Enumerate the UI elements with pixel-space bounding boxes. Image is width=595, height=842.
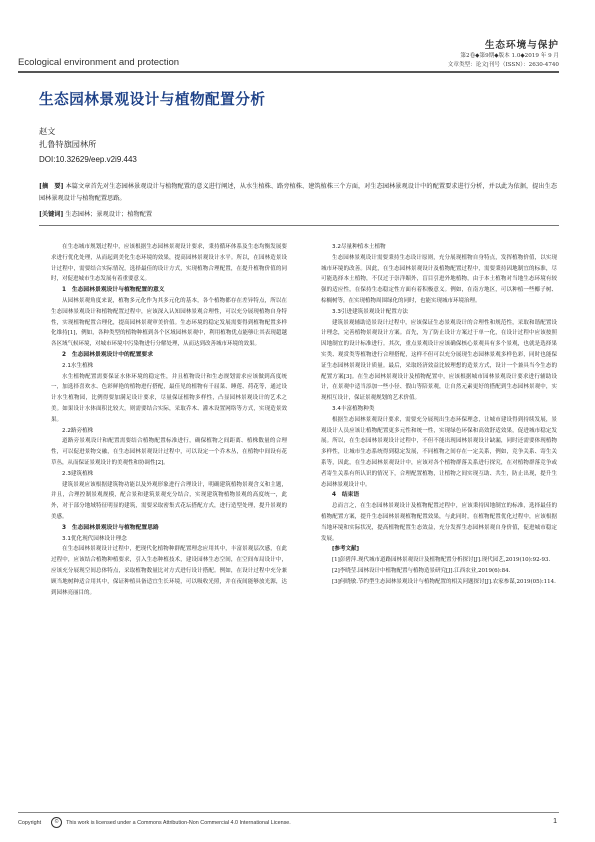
paragraph: 在生态园林景观设计过程中，把现代化植物种群配置理念应用其中，丰富景观层次感，在此过程中，应该结合植物种植要求，引入生态种植技术，建设园林生态空间，在空间布局设计中，应该充分展现空间总体特点，采取植物数量比对方式进行设计搭配。例如，在设计过程中充分兼顾当地树种适合用其中，保证种植具备适宜生长环境，可以吸收光照，并在夜间能够放光源，达到园林亮丽目的。 <box>51 546 287 596</box>
keywords-text: 生态园林；景观设计；植物配置 <box>65 211 153 218</box>
right-column <box>321 242 557 588</box>
section-heading: 1 生态园林景观设计与植物配置的意义 <box>62 287 165 294</box>
left-column <box>51 242 287 598</box>
journal-info <box>448 39 559 70</box>
author-name: 赵文 <box>39 126 56 136</box>
paragraph: 从园林景观角度来说，植物多元化作为其多元化的基本，各个植物都存在差异特点，所以在生态园林景观设计和植物配置过程中，应该深入认知园林景观合理性，可以充分展现植物自身特性，实现植物配置合理化，提高园林景观审美价值。生态环境的稳定发展需要得到植物配置多样化维持[1]，例如，各种类型的植物种植到各个区域园林景观中，利用植物优点能够让其表现超越各区域气候环境，对城市环境中污染物进行分解处理，从而达到改善城市环境的效果。 <box>51 297 287 348</box>
references-heading: [参考文献] <box>332 546 360 553</box>
subsection-heading: 3.1优化现代园林设计理念 <box>62 535 127 542</box>
keywords <box>39 209 152 218</box>
paragraph: 总而言之，在生态园林景观设计及植物配置过程中，应该秉持因地制宜的标准，选择最佳的植物配置方案，提升生态园林景观植物配置效果，与此同时，在植物配置优化过程中，应该根据当地环境和实际状况，提高植物配置生态效益，充分发挥生态园林景观自身价值，促进城市稳定发展。 <box>321 503 557 542</box>
doi[interactable]: DOI:10.32629/eep.v2i9.443 <box>39 155 137 164</box>
paragraph: 建筑景观应该根据建筑物功能以及外观形象进行合理设计，明确建筑植物景观含义和主题，并且，合理控制景观规模，配合景和建筑景观充分结合，实现建筑物植物景观的高度统一，此外，对于部分地域特征明显的建筑，需要采取密集式花坛搭配方式，进行造型处理，提升景观的美感。 <box>51 481 287 520</box>
article-title: 生态园林景观设计与植物配置分析 <box>39 91 266 108</box>
paragraph: 根据生态园林景观设计要求，需要充分展现出生态环保理念，让城市建设得到持续发展，景观设计人员应该让植物配置更多元性和统一性，实现绿色环保和高效舒适效果，促进城市稳定发展。所以，在生态园林景观设计过程中，不但不能出现园林景观设计缺漏，同时还需要体现植物多样性，让城市生态系统得到稳定发展，不同植物之间存在一定关系，例如，竞争关系、寄生关系等，因此，在生态园林景观设计中，应该对各个植物群落关系进行探究，在对植物群落竞争或者寄生关系有所认识的情况下，合理配置植物，让植物之间实现互助、共生，防止出现，提升生态园林景观设计中。 <box>321 416 557 488</box>
paragraph: 在生态城市规划过程中，应该根据生态园林景观设计要求，秉持循环体系及生态均衡发展要求进行优化处理，从而起到美化生态环境的效果，提高园林景观设计水平。所以，在园林造景设计过程中，需要结合实际情况，选择最佳的设计方式，实现植物合理配置，在提升植物价值的同时，对促进城市生态发展有着重要意义。 <box>51 244 287 283</box>
abstract-label: [摘 要] <box>39 183 64 190</box>
subsection-heading: 3.3引进建筑景观设计配置方法 <box>332 308 409 315</box>
paragraph: 道路旁景观设计和配置需要结合植物配置标准进行，确保植物之间距离、植株数量的合理性，可以促进景物交融，在生态园林景观设计过程中，可以设定一个乔木丛，在植物中间设有花草丛，从而保证景观设计的美观性和协调性[2]。 <box>51 438 287 466</box>
paragraph: 生态园林景观设计需要秉持生态设计原则，充分展现植物自身特点，发挥植物价值，以实现城市环境的改善。因此，在生态园林景观设计及植物配置过程中，需要秉持因地制宜的标准，尽可能选择本土植物，不仅过于崇洋媚外，盲目引进外地植物，由于本土植物对当地生态环境有较强的适应性，在保持生态稳定性方面有着积极意义。例如，在南方地区，可以种植一些椰子树、棕榈树等，在实现植物周围绿化的同时，也能实现城市环境治理。 <box>321 254 557 304</box>
section-heading: 2 生态园林景观设计中的配置要求 <box>62 351 153 358</box>
issue-line: 第2卷◆第9期◆版本 1.0◆2019 年 9 月 <box>460 53 559 59</box>
copyright-label: Copyright <box>18 819 42 826</box>
journal-name-cn: 生态环境与保护 <box>484 40 559 51</box>
footer-rule <box>18 812 559 813</box>
section-heading: 3 生态园林景观设计与植物配置思路 <box>62 524 159 531</box>
header-rule <box>18 71 559 73</box>
subsection-heading: 2.2路旁植株 <box>62 427 94 434</box>
reference-item: [3]何晓敏.节约型生态园林景观设计与植物配置的相关问题探讨[J].农家参谋,2019(05):114. <box>332 578 556 585</box>
reference-item: [1]彭碧萍.现代城市道路园林景观设计及植物配置分析探讨[J].现代园艺,2019(10):92-93. <box>332 557 551 564</box>
paragraph: 水生植物配置需要保证水体环境的稳定性，并且植物设计和生态规划需求应该做到高度统一，加选择喜欢水、色彩鲜艳的植物进行搭配，最佳见的植物有千屈菜、睡莲、荷花等，通过设计水生植物园，比例得要加满足设计要求，尽量保证植物多样性，凸显园林景观设计的艺术之美。如果设计水体面积比较大，则需要结合实际，采取乔木、灌木设置网络等方式，实现造景效果。 <box>51 373 287 423</box>
abstract-rule <box>39 225 559 226</box>
subsection-heading: 3.2尽量种植本土植物 <box>332 244 386 250</box>
copyright-icon: © <box>51 817 62 828</box>
subsection-heading: 2.3建筑植株 <box>62 470 94 477</box>
abstract-text: 本篇文章首先对生态园林景观设计与植物配置的意义进行阐述，从水生植株、路旁植株、建筑植株三个方面，对生态园林景观设计中的配置要求进行分析，并以此为依据，提出生态园林景观设计与植物配置思路。 <box>39 183 558 202</box>
footer-license <box>18 817 291 828</box>
section-heading: 4 结束语 <box>332 492 360 499</box>
subsection-heading: 3.4丰富植物种类 <box>332 405 375 412</box>
page-number: 1 <box>553 818 557 825</box>
author-affiliation: 扎鲁特旗园林所 <box>39 139 97 149</box>
paragraph: 建筑景观辅助造景设计过程中，应该保证生态景观设计的合理性和规范性，采取和谐配置设计理念，完善植物景观设计方案。首先，为了防止设计方案过于单一化，在设计过程中应该按照因地制宜的设计标准进行。其次，重点景观设计应该确保核心景观具有多个景观，也就是选择果实类、观赏类等植物进行合理搭配，这样不但可以充分展现生态园林景观多样色彩，同时也能保证生态园林景观设计质量。最后，采取经济效益比较理想的造景方式，设计一个兼具当今生态的配置方案[3]。在生态园林景观设计及植物配置中，应该根据城市园林景观设计要求进行辅助设计，在景观中适当添加一些小径、假山等陪景观，让自然元素更好的搭配到生态园林景观中，实现相互设计，保证景观规划的艺术价值。 <box>321 319 557 402</box>
keywords-label: [关键词] <box>39 211 64 218</box>
subsection-heading: 2.1水生植株 <box>62 362 94 369</box>
abstract <box>39 181 557 205</box>
license-text[interactable]: This work is licensed under a Commons Attribution-Non Commercial 4.0 International License. <box>66 819 291 826</box>
journal-name-en: Ecological environment and protection <box>18 57 180 68</box>
reference-item: [2]李晓莹.园林设计中植物配置与植物造景研究[J].江西农业,2019(6):84. <box>332 567 511 574</box>
issn-line: 文章类型：论文|刊号（ISSN）：2630-4740 <box>447 62 559 68</box>
